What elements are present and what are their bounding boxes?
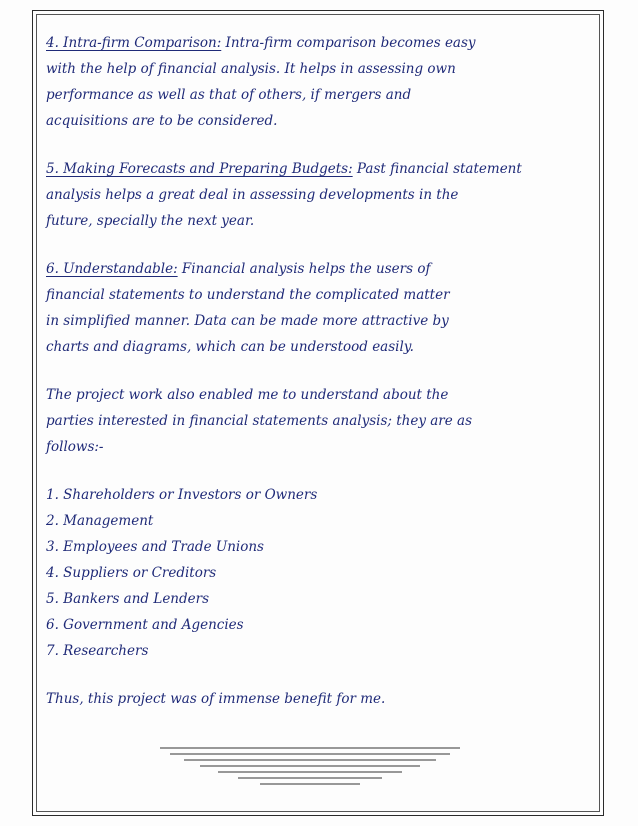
- intro-line: parties interested in financial statements analysis; they are as: [46, 413, 473, 429]
- end-rule-ornament: [150, 744, 470, 788]
- section-heading: 4. Intra-firm Comparison:: [46, 35, 222, 51]
- section-forecasts-budgets: [46, 156, 596, 234]
- section-heading: 6. Understandable:: [46, 261, 178, 277]
- list-item: 7. Researchers: [46, 643, 149, 659]
- section-line: charts and diagrams, which can be understood easily.: [46, 339, 414, 355]
- conclusion-line: Thus, this project was of immense benefit for me.: [46, 691, 386, 707]
- section-line: acquisitions are to be considered.: [46, 113, 278, 129]
- list-item: 3. Employees and Trade Unions: [46, 539, 264, 555]
- list-item: 4. Suppliers or Creditors: [46, 565, 217, 581]
- intro-line: follows:-: [46, 439, 104, 455]
- parties-list: [46, 482, 596, 664]
- section-text: Intra-firm comparison becomes easy: [221, 35, 476, 51]
- handwritten-content: [46, 30, 596, 712]
- section-text: Financial analysis helps the users of: [177, 261, 431, 277]
- section-line: in simplified manner. Data can be made more attractive by: [46, 313, 449, 329]
- section-line: [46, 156, 596, 182]
- section-line: [46, 30, 596, 56]
- section-understandable: [46, 256, 596, 360]
- section-line: performance as well as that of others, if mergers and: [46, 87, 412, 103]
- intro-line: The project work also enabled me to understand about the: [46, 387, 449, 403]
- section-line: financial statements to understand the complicated matter: [46, 287, 450, 303]
- section-line: analysis helps a great deal in assessing developments in the: [46, 187, 459, 203]
- list-item: 6. Government and Agencies: [46, 617, 244, 633]
- list-item: 5. Bankers and Lenders: [46, 591, 210, 607]
- end-rule-lines: [150, 744, 470, 788]
- section-heading: 5. Making Forecasts and Preparing Budgets:: [46, 161, 353, 177]
- list-item: 1. Shareholders or Investors or Owners: [46, 487, 318, 503]
- section-line: future, specially the next year.: [46, 213, 255, 229]
- list-item: 2. Management: [46, 513, 154, 529]
- parties-intro: [46, 382, 596, 460]
- section-line: [46, 256, 596, 282]
- section-text: Past financial statement: [352, 161, 522, 177]
- conclusion: [46, 686, 596, 712]
- section-intra-firm-comparison: [46, 30, 596, 134]
- section-line: with the help of financial analysis. It helps in assessing own: [46, 61, 456, 77]
